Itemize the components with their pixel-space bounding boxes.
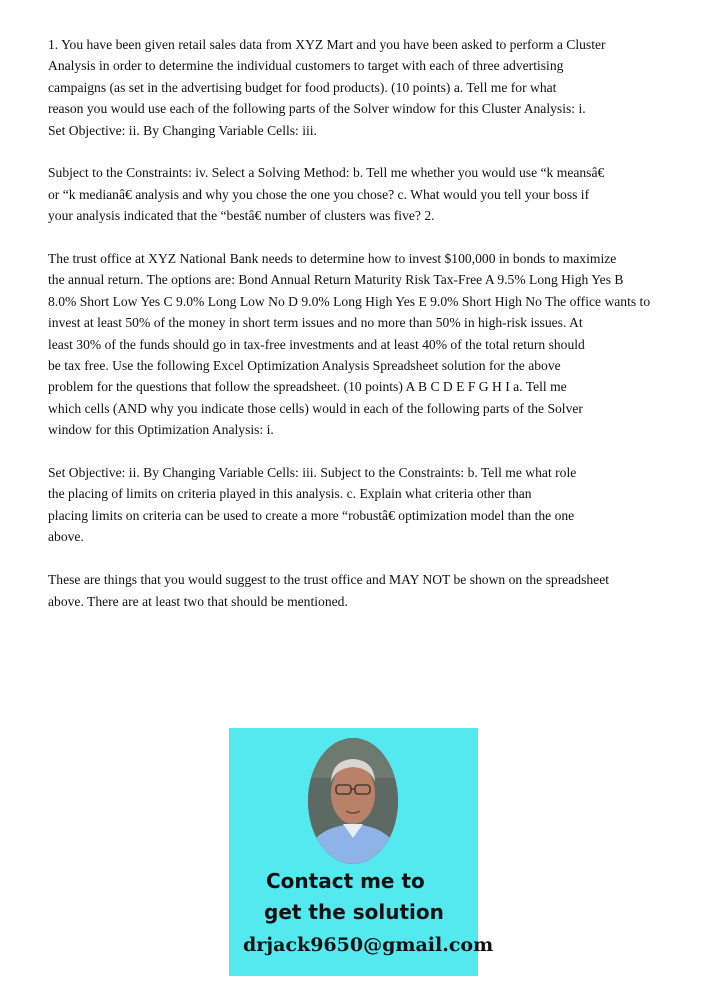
text-line: above. There are at least two that should be mentioned. <box>48 593 348 609</box>
text-line: The trust office at XYZ National Bank needs to determine how to invest $100,000 in bonds to maximize <box>48 251 617 267</box>
text-line: or “k medianâ€ analysis and why you chose the one you chose? c. What would you tell your boss if <box>48 186 590 202</box>
text-line: These are things that you would suggest to the trust office and MAY NOT be shown on the spreadsheet <box>48 572 610 588</box>
text-line: the placing of limits on criteria played in this analysis. c. Explain what criteria other than <box>48 486 532 502</box>
paragraph <box>48 462 698 548</box>
text-line: Subject to the Constraints: iv. Select a Solving Method: b. Tell me whether you would use “k meansâ€ <box>48 165 605 181</box>
paragraph <box>48 162 698 226</box>
contact-email[interactable]: drjack9650@gmail.com <box>243 934 494 956</box>
paragraph <box>48 248 698 441</box>
text-line: 1. You have been given retail sales data from XYZ Mart and you have been asked to perform a Cluster <box>48 37 606 52</box>
text-line: least 30% of the funds should go in tax-free investments and at least 40% of the total return should <box>48 336 585 352</box>
text-line: campaigns (as set in the advertising budget for food products). (10 points) a. Tell me for what <box>48 79 557 95</box>
text-line: Set Objective: ii. By Changing Variable Cells: iii. <box>48 122 317 138</box>
contact-heading-line-1: Contact me to <box>266 869 425 893</box>
text-line: your analysis indicated that the “bestâ€ number of clusters was five? 2. <box>48 208 435 224</box>
text-line: invest at least 50% of the money in short term issues and no more than 50% in high-risk issues. At <box>48 315 583 331</box>
question-text <box>48 34 698 633</box>
text-line: placing limits on criteria can be used to create a more “robustâ€ optimization model than the one <box>48 507 575 523</box>
text-line: which cells (AND why you indicate those cells) would in each of the following parts of the Solver <box>48 400 583 416</box>
contact-heading-line-2: get the solution <box>264 900 444 924</box>
paragraph <box>48 34 698 141</box>
paragraph <box>48 569 698 612</box>
text-line: Analysis in order to determine the individual customers to target with each of three advertising <box>48 58 564 74</box>
text-line: problem for the questions that follow the spreadsheet. (10 points) A B C D E F G H I a. Tell me <box>48 379 567 395</box>
text-line: 8.0% Short Low Yes C 9.0% Long Low No D 9.0% Long High Yes E 9.0% Short High No The office wants to <box>48 293 651 309</box>
person-portrait-icon <box>308 738 398 864</box>
contact-banner[interactable] <box>229 728 494 976</box>
text-line: window for this Optimization Analysis: i. <box>48 422 274 438</box>
text-line: the annual return. The options are: Bond Annual Return Maturity Risk Tax-Free A 9.5% Long High Yes B <box>48 272 624 288</box>
text-line: be tax free. Use the following Excel Optimization Analysis Spreadsheet solution for the above <box>48 358 561 374</box>
text-line: reason you would use each of the following parts of the Solver window for this Cluster Analysis: i. <box>48 101 586 117</box>
text-line: above. <box>48 529 84 545</box>
text-line: Set Objective: ii. By Changing Variable Cells: iii. Subject to the Constraints: b. Tell me what role <box>48 465 577 481</box>
